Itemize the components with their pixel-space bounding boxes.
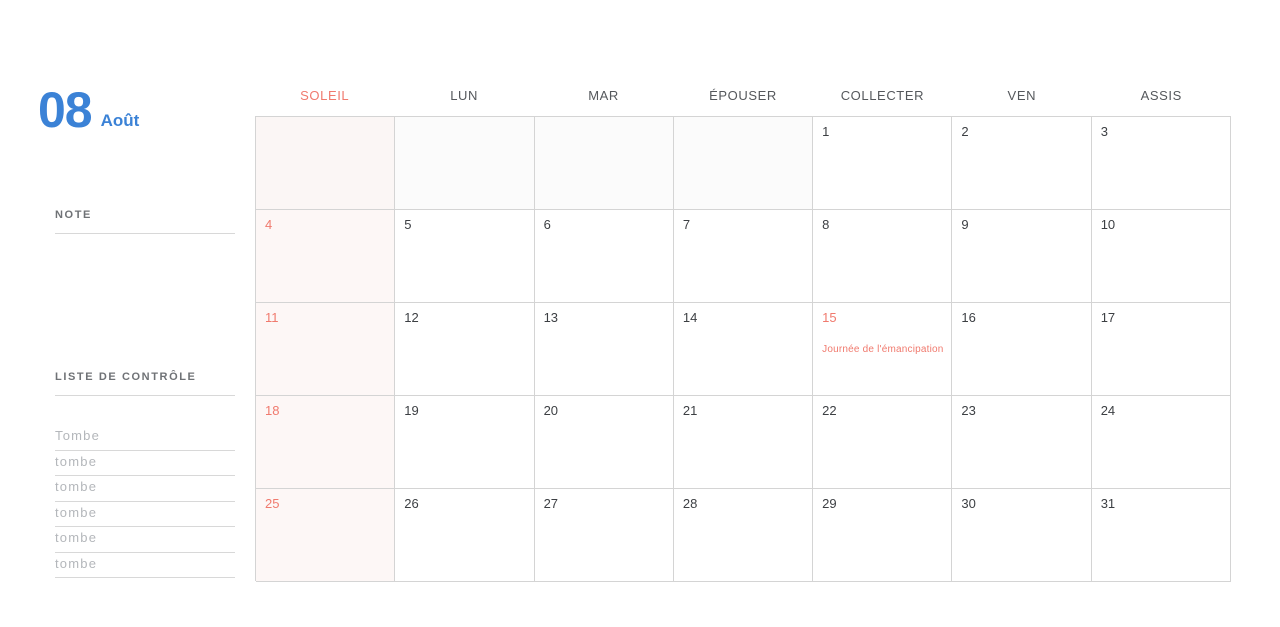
day-number: 30 [961, 496, 976, 511]
day-event: Journée de l'émancipation [822, 344, 944, 355]
list-item[interactable]: tombe [55, 451, 235, 477]
day-cell[interactable] [813, 117, 952, 210]
checklist-divider [55, 395, 235, 396]
month-heading [38, 82, 140, 138]
day-cell[interactable] [1092, 489, 1231, 582]
day-number: 11 [265, 310, 279, 325]
day-number: 2 [961, 124, 969, 139]
day-cell[interactable] [674, 117, 813, 210]
weekday-header-fri: VEN [1007, 88, 1037, 103]
day-number: 5 [404, 217, 412, 232]
day-number: 8 [822, 217, 830, 232]
day-cell[interactable] [535, 210, 674, 303]
month-name: Août [100, 111, 140, 130]
weekday-header-mon: LUN [450, 88, 479, 103]
weekday-header-sat: ASSIS [1140, 88, 1182, 103]
checklist-section-title: LISTE DE CONTRÔLE [55, 371, 197, 383]
list-item[interactable]: tombe [55, 553, 235, 579]
day-cell[interactable] [256, 396, 395, 489]
day-cell[interactable] [1092, 303, 1231, 396]
day-cell[interactable] [813, 489, 952, 582]
day-cell[interactable] [674, 303, 813, 396]
weekday-header-thu: COLLECTER [840, 88, 925, 103]
day-cell[interactable] [813, 303, 952, 396]
day-cell[interactable] [952, 303, 1091, 396]
day-number: 25 [265, 496, 280, 511]
day-number: 17 [1100, 310, 1116, 325]
day-cell[interactable] [256, 117, 395, 210]
sidebar [0, 0, 255, 627]
weekday-header-tue: MAR [588, 88, 619, 103]
day-cell[interactable] [1092, 396, 1231, 489]
day-number: 9 [961, 217, 969, 232]
day-number: 28 [682, 496, 698, 511]
day-cell[interactable] [952, 210, 1091, 303]
day-cell[interactable] [952, 396, 1091, 489]
day-number: 4 [265, 217, 273, 232]
day-cell[interactable] [535, 303, 674, 396]
day-number: 19 [404, 403, 419, 418]
day-number: 22 [822, 403, 837, 418]
day-number: 7 [682, 217, 691, 232]
day-number: 3 [1100, 124, 1108, 139]
day-number: 21 [682, 403, 698, 418]
weekday-header-wed: ÉPOUSER [709, 88, 777, 103]
day-cell[interactable] [674, 210, 813, 303]
day-number: 31 [1100, 496, 1116, 511]
month-number: 08 [38, 82, 92, 138]
day-cell[interactable] [813, 210, 952, 303]
day-number: 1 [822, 124, 830, 139]
list-item[interactable]: tombe [55, 527, 235, 553]
day-number: 6 [543, 217, 551, 232]
day-cell[interactable] [535, 396, 674, 489]
day-cell[interactable] [395, 210, 534, 303]
day-cell[interactable] [952, 489, 1091, 582]
day-cell[interactable] [952, 117, 1091, 210]
day-cell[interactable] [1092, 210, 1231, 303]
checklist [55, 425, 235, 578]
day-cell[interactable] [395, 117, 534, 210]
day-number: 13 [543, 310, 559, 325]
day-number: 10 [1100, 217, 1116, 232]
day-cell[interactable] [395, 303, 534, 396]
day-number: 24 [1100, 403, 1116, 418]
day-number: 27 [543, 496, 559, 511]
day-cell[interactable] [395, 396, 534, 489]
note-divider [55, 233, 235, 234]
day-number: 29 [822, 496, 837, 511]
day-cell[interactable] [395, 489, 534, 582]
day-cell[interactable] [674, 489, 813, 582]
note-section-title: NOTE [55, 209, 92, 221]
day-number: 23 [961, 403, 976, 418]
day-number: 26 [404, 496, 419, 511]
weekday-header-row [255, 88, 1231, 103]
list-item[interactable]: tombe [55, 476, 235, 502]
day-cell[interactable] [813, 396, 952, 489]
day-cell[interactable] [256, 489, 395, 582]
day-number: 20 [543, 403, 559, 418]
day-cell[interactable] [535, 117, 674, 210]
day-cell[interactable] [256, 303, 395, 396]
list-item[interactable]: Tombe [55, 425, 235, 451]
day-number: 15 [822, 310, 837, 325]
day-number: 18 [265, 403, 280, 418]
weekday-header-sun: SOLEIL [300, 88, 350, 103]
day-cell[interactable] [256, 210, 395, 303]
calendar-grid [255, 116, 1231, 581]
day-cell[interactable] [674, 396, 813, 489]
day-cell[interactable] [535, 489, 674, 582]
day-number: 12 [404, 310, 419, 325]
day-number: 16 [961, 310, 976, 325]
list-item[interactable]: tombe [55, 502, 235, 528]
day-cell[interactable] [1092, 117, 1231, 210]
day-number: 14 [682, 310, 698, 325]
calendar-grid-container [255, 0, 1231, 627]
